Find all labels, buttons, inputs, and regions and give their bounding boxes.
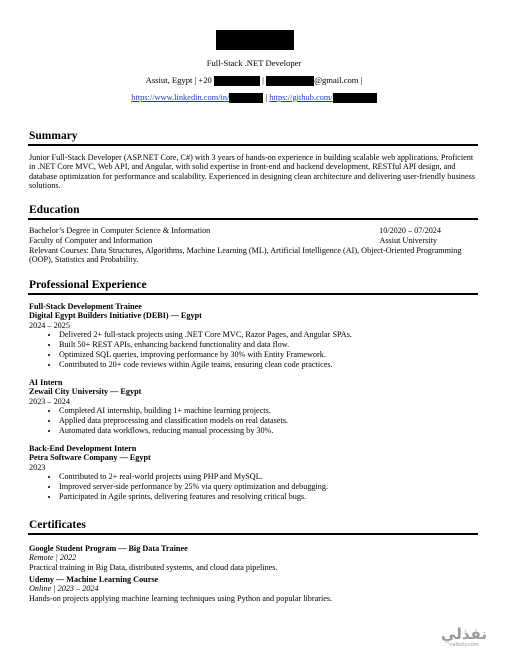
certificate-meta: Remote | 2022 (29, 553, 77, 563)
redacted-phone (214, 76, 260, 86)
job-role: Full-Stack Development Trainee (29, 302, 142, 311)
job-org: Digital Egypt Builders Initiative (DEBI) — Egypt (29, 311, 202, 321)
job-dates: 2024 – 2025 (29, 320, 70, 330)
job-org: Zewail City University — Egypt (29, 387, 142, 397)
job-bullets (29, 330, 477, 370)
job-1 (29, 302, 477, 370)
job-2 (29, 378, 477, 436)
list-item: • Completed AI internship, building 1+ machine learning projects. (59, 406, 477, 416)
job-bullets (29, 406, 477, 436)
degree: Bachelor’s Degree in Computer Science & Information (29, 226, 211, 235)
certificate-title: Google Student Program — Big Data Trainee (29, 544, 188, 553)
redacted-email (266, 76, 314, 86)
job-bullets (29, 472, 477, 502)
certificates-heading: Certificates (29, 519, 86, 531)
summary-heading: Summary (29, 130, 78, 142)
list-item: • Delivered 2+ full-stack projects using .NET Core MVC, Razor Pages, and Angular SPAs. (59, 330, 477, 340)
education-faculty-row (29, 236, 477, 245)
certificate-meta: Online | 2023 – 2024 (29, 584, 99, 594)
redacted-name (216, 30, 294, 50)
link-separator: | (265, 93, 268, 102)
watermark-logo (440, 626, 488, 648)
contact-separator: | (262, 75, 264, 85)
job-dates: 2023 – 2024 (29, 396, 70, 406)
job-3 (29, 444, 477, 502)
list-item: • Applied data preprocessing and classification models on real datasets. (59, 416, 477, 426)
certificate-1 (29, 544, 477, 572)
list-item: • Participated in Agile sprints, delivering features and resolving critical bugs. (59, 492, 477, 502)
relevant-courses: Relevant Courses: Data Structures, Algorithms, Machine Learning (ML), Artificial Intelligence (AI), Object-Oriented Programming (OOP), Statistics and Probability. (29, 246, 462, 265)
contact-line (0, 75, 508, 86)
list-item: • Automated data workflows, reducing manual processing by 30%. (59, 426, 477, 436)
list-item: • Built 50+ REST APIs, enhancing backend functionality and data flow. (59, 340, 477, 350)
certificate-desc: Practical training in Big Data, distributed systems, and cloud data pipelines. (29, 562, 278, 572)
links-line (0, 93, 508, 103)
certificate-title: Udemy — Machine Learning Course (29, 575, 159, 584)
certificate-desc: Hands-on projects applying machine learning techniques using Python and popular libraries. (29, 593, 333, 603)
list-item: • Improved server-side performance by 25% via query optimization and debugging. (59, 482, 477, 492)
email-suffix: @gmail.com | (314, 75, 363, 85)
list-item: • Contributed to 2+ real-world projects using PHP and MySQL. (59, 472, 477, 482)
watermark-arabic: نفذلي (441, 625, 487, 643)
location-phone: Assiut, Egypt | +20 (145, 75, 212, 85)
list-item: • Contributed to 20+ code reviews within Agile teams, ensuring clean code practices. (59, 360, 477, 370)
certificate-2 (29, 575, 477, 603)
job-dates: 2023 (29, 462, 46, 472)
list-item: • Optimized SQL queries, improving performance by 30% with Entity Framework. (59, 350, 477, 360)
experience-heading: Professional Experience (29, 279, 147, 291)
summary-rule (28, 144, 478, 146)
watermark-url: nafezly.com (449, 642, 479, 648)
github-link[interactable]: https://github.com/ (269, 93, 377, 102)
education-heading: Education (29, 204, 80, 216)
job-role: Back-End Development Intern (29, 444, 137, 453)
job-org: Petra Software Company — Egypt (29, 453, 151, 463)
summary-text: Junior Full-Stack Developer (ASP.NET Core, C#) with 3 years of hands-on experience in building scalable web applications. Proficient in .NET Core MVC, Web API, and Angular, with solid expertise in front-end and backend development, RESTful API design, and database optimization for performance and scalability. Experienced in designing clean architecture and delivering user-friendly business solutions. (29, 153, 476, 191)
education-degree-row (29, 226, 477, 235)
experience-rule (28, 293, 478, 295)
university: Assiut University (379, 236, 437, 245)
job-title: Full-Stack .NET Developer (206, 58, 302, 68)
linkedin-link[interactable]: https://www.linkedin.com/in/ (131, 93, 263, 102)
education-rule (28, 218, 478, 220)
education-dates: 10/2020 – 07/2024 (379, 226, 441, 235)
certificates-rule (28, 533, 478, 535)
job-role: AI Intern (29, 378, 63, 387)
faculty: Faculty of Computer and Information (29, 236, 153, 245)
